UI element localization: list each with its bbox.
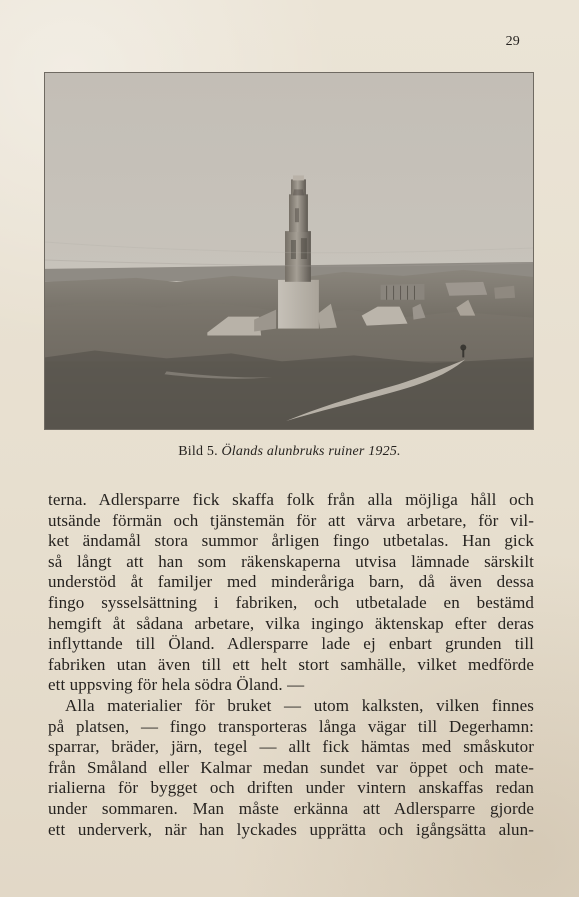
text-line: inflyttande till Öland. Adlersparre lade ej enbart grunden till: [48, 634, 534, 654]
text-line: under sommaren. Man måste erkänna att Adlersparre gjorde: [48, 798, 534, 818]
text-line: ket ändamål stora summor årligen fingo utbetalas. Han gick: [48, 531, 534, 551]
text-line: terna. Adlersparre fick skaffa folk från alla möjliga håll och: [48, 490, 534, 509]
text-line: understöd åt familjer med minderåriga barn, då även dessa: [48, 572, 534, 592]
figure-caption: [0, 444, 579, 460]
body-text: [48, 490, 534, 840]
text-line: från Småland eller Kalmar medan sundet var öppet och mate-: [48, 757, 534, 777]
text-line: Alla materialier för bruket — utom kalksten, vilken finnes: [65, 695, 534, 715]
text-line: så långt att han som räkenskaperna utvisa lämnade särskilt: [48, 551, 534, 571]
text-line: på platsen, — fingo transporteras långa vägar till Degerhamn:: [48, 716, 534, 736]
historical-photo: [44, 72, 534, 430]
page-number: 29: [505, 34, 520, 49]
figure-title: Ölands alunbruks ruiner 1925.: [221, 444, 401, 459]
text-line: hemgift åt sådana arbetare, vilka ingingo äktenskap efter deras: [48, 613, 534, 633]
figure-label: Bild 5.: [178, 444, 218, 459]
text-line: sparrar, bräder, järn, tegel — allt fick hämtas med småskutor: [48, 737, 534, 757]
text-line: ett uppsving för hela södra Öland. —: [48, 675, 305, 695]
text-line: fingo sysselsättning i fabriken, och utbetalade en bestämd: [48, 592, 534, 612]
text-line: rialierna för bygget och driften under vintern anskaffas redan: [48, 778, 534, 798]
text-line: utsände förmän och tjänstemän för att värva arbetare, för vil-: [48, 510, 534, 530]
text-line: fabriken utan även till ett helt stort samhälle, vilket medförde: [48, 654, 534, 674]
text-line: ett underverk, när han lyckades upprätta och igångsätta alun-: [48, 819, 534, 839]
